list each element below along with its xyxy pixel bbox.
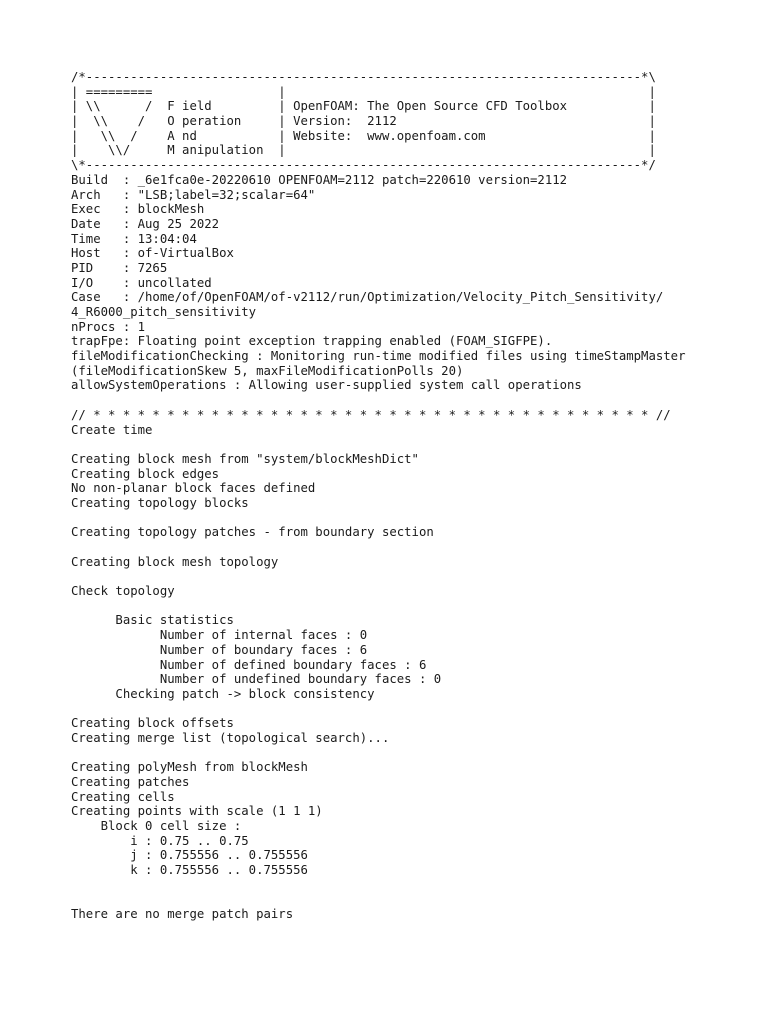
- log-line: [71, 599, 711, 614]
- log-line: j : 0.755556 .. 0.755556: [71, 848, 308, 863]
- log-line: | ========= | |: [71, 84, 656, 99]
- log-line: /*---------------------------------------------------------------------------*\: [71, 70, 656, 84]
- log-line: fileModificationChecking : Monitoring run-time modified files using timeStampMaster: [71, 349, 686, 364]
- log-line: Creating block mesh from "system/blockMeshDict": [71, 451, 419, 466]
- log-line: Creating merge list (topological search)...: [71, 730, 390, 745]
- log-line: Number of undefined boundary faces : 0: [71, 672, 442, 687]
- log-line: No non-planar block faces defined: [71, 481, 316, 496]
- log-line: [71, 702, 711, 717]
- log-line: PID : 7265: [71, 260, 168, 275]
- log-line: [71, 893, 711, 908]
- log-line: | \\/ M anipulation | |: [71, 143, 656, 158]
- log-line: | \\ / F ield | OpenFOAM: The Open Source CFD Toolbox |: [71, 99, 656, 114]
- log-line: Creating block edges: [71, 466, 220, 481]
- log-line: [71, 437, 711, 452]
- log-line: Creating patches: [71, 775, 190, 789]
- log-line: trapFpe: Floating point exception trapping enabled (FOAM_SIGFPE).: [71, 334, 553, 349]
- log-line: // * * * * * * * * * * * * * * * * * * * * * * * * * * * * * * * * * * * * * * //: [71, 407, 671, 422]
- log-line: Number of boundary faces : 6: [71, 642, 368, 657]
- log-line: Creating block offsets: [71, 716, 234, 731]
- log-line: | \\ / A nd | Website: www.openfoam.com |: [71, 128, 656, 143]
- log-line: Exec : blockMesh: [71, 202, 205, 217]
- log-line: Date : Aug 25 2022: [71, 216, 220, 231]
- log-line: allowSystemOperations : Allowing user-supplied system call operations: [71, 378, 582, 393]
- log-line: 4_R6000_pitch_sensitivity: [71, 305, 257, 319]
- log-line: [71, 393, 711, 408]
- log-line: I/O : uncollated: [71, 275, 212, 290]
- log-line: Creating topology patches - from boundary section: [71, 525, 434, 540]
- log-line: Build : _6e1fca0e-20220610 OPENFOAM=2112 patch=220610 version=2112: [71, 172, 568, 187]
- log-line: (fileModificationSkew 5, maxFileModificationPolls 20): [71, 363, 464, 378]
- log-line: [71, 746, 711, 761]
- log-line: Number of defined boundary faces : 6: [71, 657, 427, 672]
- log-line: | \\ / O peration | Version: 2112 |: [71, 114, 656, 129]
- log-line: Creating block mesh topology: [71, 554, 279, 569]
- log-line: Creating topology blocks: [71, 495, 249, 510]
- log-line: Case : /home/of/OpenFOAM/of-v2112/run/Optimization/Velocity_Pitch_Sensitivity/: [71, 290, 664, 305]
- log-line: Creating cells: [71, 789, 175, 804]
- log-line: Number of internal faces : 0: [71, 628, 368, 643]
- log-line: Create time: [71, 422, 153, 437]
- log-line: Basic statistics: [71, 613, 234, 628]
- log-line: [71, 540, 711, 555]
- log-line: Time : 13:04:04: [71, 231, 197, 246]
- log-line: Block 0 cell size :: [71, 819, 242, 834]
- log-line: Checking patch -> block consistency: [71, 686, 375, 701]
- log-line: Creating polyMesh from blockMesh: [71, 760, 308, 775]
- log-line: [71, 511, 711, 526]
- log-line: Check topology: [71, 584, 175, 599]
- log-document: [71, 70, 711, 922]
- log-line: [71, 569, 711, 584]
- log-line: i : 0.75 .. 0.75: [71, 833, 249, 848]
- log-line: Creating points with scale (1 1 1): [71, 804, 323, 819]
- log-line: Host : of-VirtualBox: [71, 246, 234, 261]
- log-line: k : 0.755556 .. 0.755556: [71, 863, 308, 878]
- log-line: There are no merge patch pairs: [71, 907, 294, 922]
- log-line: \*---------------------------------------------------------------------------*/: [71, 158, 656, 173]
- log-line: Arch : "LSB;label=32;scalar=64": [71, 187, 316, 202]
- log-line: nProcs : 1: [71, 319, 146, 334]
- log-line: [71, 878, 711, 893]
